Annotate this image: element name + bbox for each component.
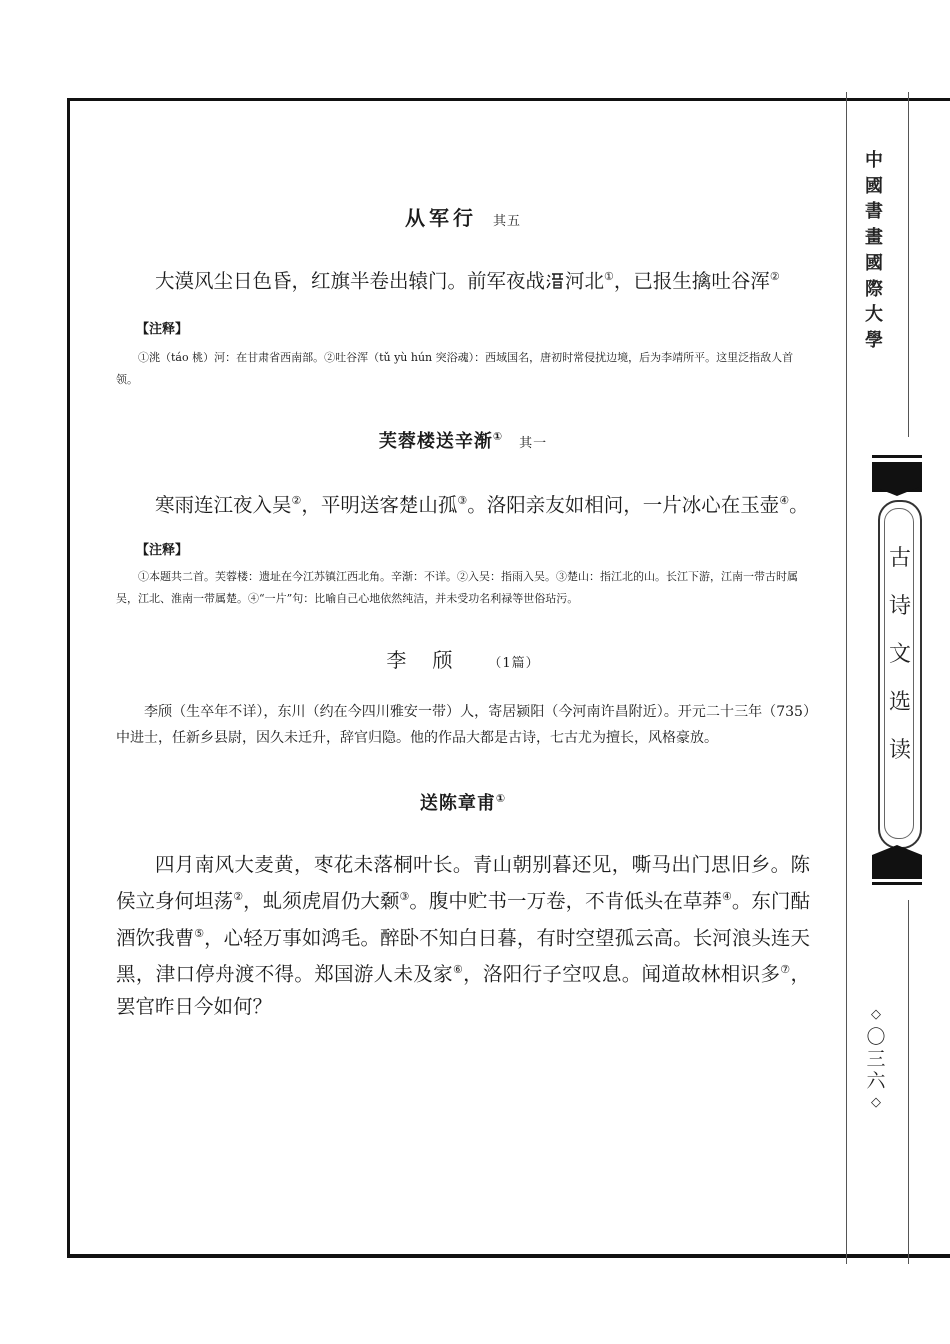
book-title-char: 古 (888, 546, 911, 571)
band-line-bottom (872, 882, 922, 885)
school-char: 際 (865, 278, 883, 300)
poem-text: ，罢官昨日今如何？ (116, 962, 810, 1018)
school-char: 中 (865, 150, 883, 171)
poem-title-songchenzhangfu (116, 789, 810, 815)
poem-title-congjunxing (116, 202, 810, 231)
school-char: 國 (865, 252, 883, 274)
poem-text: 。腹中贮书一万卷，不肯低头在草莽 (409, 889, 722, 913)
band-line-top (872, 455, 922, 458)
page-frame-bottom (67, 1254, 950, 1258)
page-frame-left (67, 98, 70, 1258)
poem-text: 河北 (565, 269, 605, 293)
book-title-char: 文 (888, 642, 911, 667)
poem-text: 寒雨连江夜入吴 (155, 493, 292, 516)
poem-text: 四月南风大麦黄，枣花未落桐叶长。青山朝别暮还见，嘶马出门思旧乡。陈侯立身何坦荡 (116, 853, 810, 913)
book-title-char: 诗 (888, 594, 911, 619)
band-bottom-notch (872, 845, 922, 879)
poem-body (116, 849, 810, 1023)
poem-text: ，平明送客楚山孤 (301, 493, 458, 516)
diamond-icon: ◇ (871, 1007, 881, 1022)
footnote-marker: ⑤ (194, 926, 205, 940)
side-rule-left (846, 92, 847, 1264)
author-name: 李颀 (386, 648, 479, 672)
poem-title-text: 从军行 (404, 206, 477, 230)
poem-text: 。洛阳亲友如相问，一片冰心在玉壶 (467, 493, 780, 516)
school-name-vertical (862, 148, 886, 354)
poem-text: ，心轻万事如鸿毛。醉卧不知白日暮，有时空望孤云高。长河浪头连天黑，津口停舟渡不得。郑国游人未及家 (116, 926, 810, 986)
notes-heading: 【注释】 (136, 321, 189, 337)
side-rule-right-bottom (908, 900, 909, 1264)
poem-text: ，已报生擒吐谷浑 (613, 269, 770, 293)
notes-heading: 【注释】 (136, 543, 189, 558)
page-number-char: 六 (866, 1070, 886, 1092)
poem-text: ，洛阳行子空叹息。闻道故林相识多 (463, 962, 781, 986)
book-title-char: 选 (888, 690, 911, 715)
footnote-marker: ② (769, 270, 780, 283)
footnote-marker: ⑦ (780, 963, 791, 976)
school-char: 畫 (865, 227, 883, 249)
poem-subtitle: 其五 (492, 214, 521, 229)
footnote-marker: ⑥ (452, 963, 464, 976)
book-title-char: 读 (888, 738, 911, 763)
school-char: 學 (865, 329, 883, 351)
poem-body (116, 485, 810, 522)
poem-text: 。 (789, 493, 809, 516)
main-content (116, 190, 810, 1023)
footnote-marker: ④ (721, 890, 732, 903)
footnote-marker: ③ (457, 493, 468, 507)
poem-subtitle: 其一 (519, 435, 548, 451)
page-number-vertical (864, 1004, 888, 1114)
diamond-icon: ◇ (871, 1095, 881, 1110)
footnote-marker: ④ (779, 493, 790, 507)
book-title-vertical (880, 535, 920, 775)
footnote-marker: ① (495, 792, 507, 805)
author-work-count: （1篇） (488, 656, 540, 671)
poem-title-furonglou (116, 427, 810, 453)
footnote-marker: ① (492, 429, 504, 443)
page-number-char: 三 (866, 1048, 886, 1070)
footnote-marker: ① (604, 270, 614, 283)
poem-text: ，虬须虎眉仍大颡 (243, 889, 400, 913)
poem-text: 。东门酤酒饮我曹 (116, 889, 810, 949)
poem-title-text: 芙蓉楼送辛渐 (378, 430, 493, 452)
side-rule-right-top (908, 92, 909, 437)
notes-text: ①洮（táo 桃）河：在甘肃省西南部。②吐谷浑（tǔ yù hún 突浴魂）：西域国名，唐初时常侵扰边境，后为李靖所平。这里泛指敌人首领。 (116, 350, 794, 386)
page-frame-top (68, 98, 950, 101)
rare-character-tao-glyph (545, 271, 565, 291)
band-top-notch (872, 462, 922, 496)
footnote-marker: ③ (399, 890, 410, 903)
school-char: 國 (865, 175, 883, 197)
school-char: 書 (865, 201, 883, 223)
author-heading (116, 644, 810, 673)
poem-body (116, 261, 810, 298)
school-char: 大 (865, 304, 883, 326)
page-number-char: 〇 (866, 1026, 886, 1048)
notes-text: ①本题共二首。芙蓉楼：遗址在今江苏镇江西北角。辛渐：不详。②入吴：指雨入吴。③楚山：指江北的山。长江下游，江南一带古时属吴，江北、淮南一带属楚。④“一片”句：比喻自己心地依然纯洁，并未受功名利禄等世俗玷污。 (116, 570, 798, 605)
poem-title-text: 送陈章甫 (419, 793, 496, 814)
poem-text: 大漠风尘日色昏，红旗半卷出辕门。前军夜战 (155, 269, 546, 293)
author-bio: 李颀（生卒年不详），东川（约在今四川雅安一带）人，寄居颍阳（今河南许昌附近）。开元二十三年（735）中进士，任新乡县尉，因久未迁升，辞官归隐。他的作品大都是古诗，七古尤为擅长，风格豪放。 (116, 704, 810, 746)
footnote-marker: ② (291, 493, 302, 507)
footnote-marker: ② (233, 890, 244, 903)
